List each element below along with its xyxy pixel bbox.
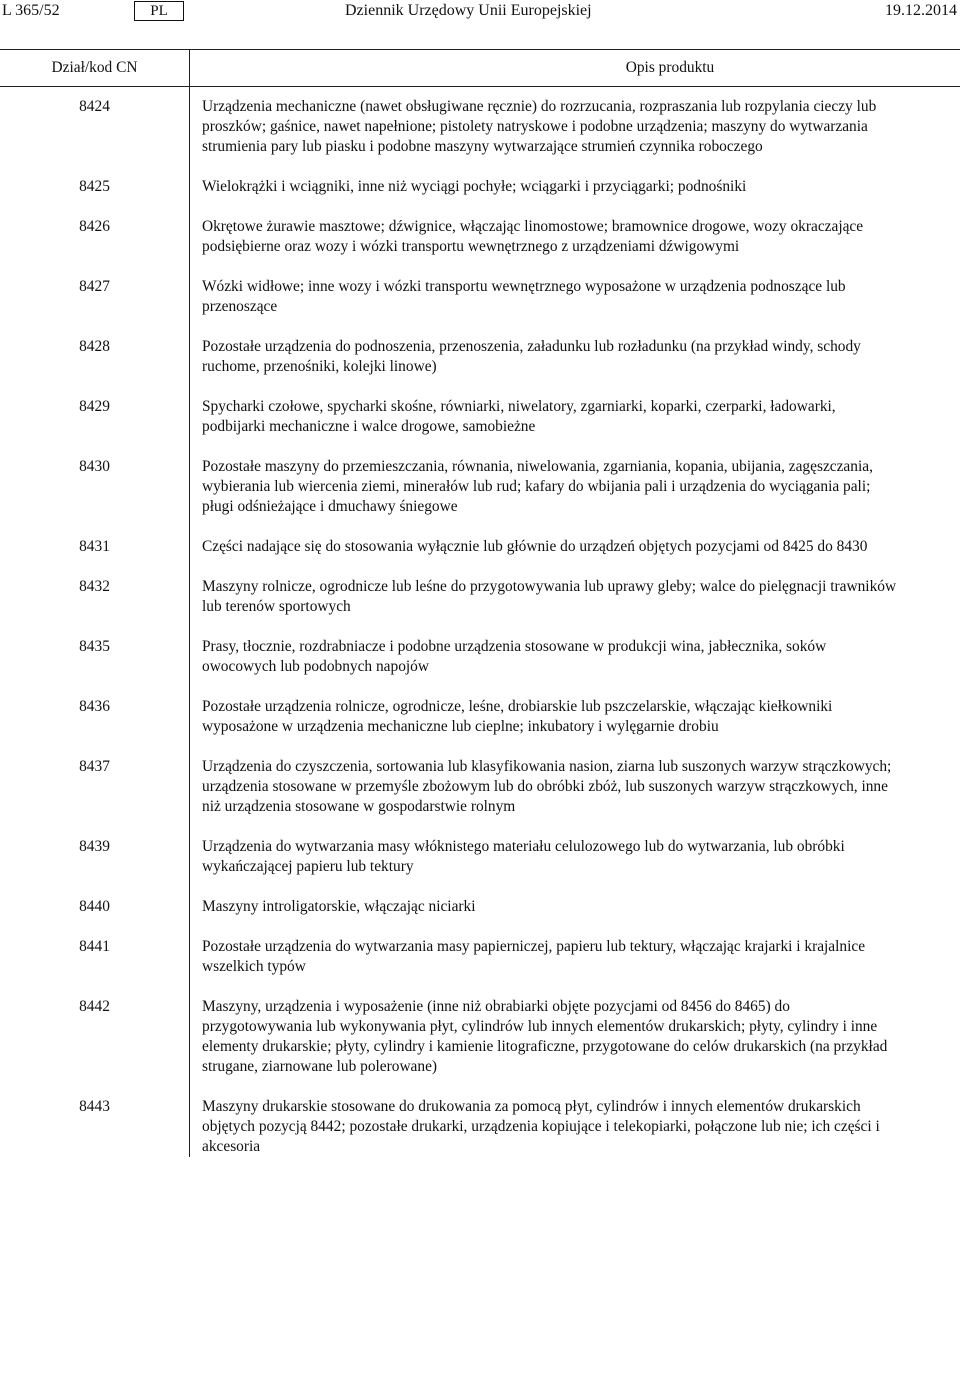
product-description-cell: Maszyny rolnicze, ogrodnicze lub leśne do przygotowywania lub uprawy gleby; walce do pielęgnacji trawników lub terenów sportowych bbox=[202, 578, 897, 615]
product-description-cell: Maszyny, urządzenia i wyposażenie (inne niż obrabiarki objęte pozycjami od 8456 do 8465) do przygotowywania lub wykonywania płyt, cylindrów lub innych elementów drukarskich; płyty, cylindry i inne elementy drukarskie; płyty, cylindry i kamienie litograficzne, przygotowane do celów drukarskich (na przykład strugane, ziarnowane lub polerowane) bbox=[202, 998, 888, 1075]
row-spacer-code bbox=[0, 977, 190, 997]
row-spacer-code bbox=[0, 257, 190, 277]
product-description-cell: Pozostałe urządzenia rolnicze, ogrodnicze, leśne, drobiarskie lub pszczelarskie, włączając kiełkowniki wyposażone w urządzenia mechaniczne lub cieplne; inkubatory i wylęgarnie drobiu bbox=[202, 698, 833, 735]
table-row bbox=[0, 697, 960, 737]
product-description-cell: Pozostałe maszyny do przemieszczania, równania, niwelowania, zgarniania, kopania, ubijania, zagęszczania, wybierania lub wiercenia ziemi, minerałów lub rud; kafary do wbijania pali i urządzenia do wyciągania pali; pługi odśnieżające i dmuchawy śniegowe bbox=[202, 458, 873, 515]
row-spacer bbox=[0, 197, 960, 217]
row-spacer bbox=[0, 557, 960, 577]
table-row bbox=[0, 217, 960, 257]
table-header-row bbox=[0, 49, 960, 87]
row-spacer bbox=[0, 157, 960, 177]
row-spacer-code bbox=[0, 157, 190, 177]
cn-code-cell: 8429 bbox=[0, 397, 190, 437]
cn-code-cell: 8443 bbox=[0, 1097, 190, 1157]
table-row bbox=[0, 337, 960, 377]
row-spacer-desc bbox=[190, 1077, 960, 1097]
cn-code-cell: 8431 bbox=[0, 537, 190, 557]
row-spacer bbox=[0, 877, 960, 897]
row-spacer bbox=[0, 977, 960, 997]
cn-code-cell: 8427 bbox=[0, 277, 190, 317]
row-spacer-desc bbox=[190, 677, 960, 697]
product-description-cell: Urządzenia do wytwarzania masy włóknistego materiału celulozowego lub do wytwarzania, lub obróbki wykańczającej papieru lub tektury bbox=[202, 838, 845, 875]
row-spacer-code bbox=[0, 817, 190, 837]
cn-code-cell: 8425 bbox=[0, 177, 190, 197]
row-spacer-desc bbox=[190, 437, 960, 457]
row-spacer bbox=[0, 317, 960, 337]
product-description-cell: Pozostałe urządzenia do podnoszenia, przenoszenia, załadunku lub rozładunku (na przykład windy, schody ruchome, przenośniki, kolejki linowe) bbox=[202, 338, 861, 375]
row-spacer bbox=[0, 377, 960, 397]
table-row bbox=[0, 637, 960, 677]
product-description-cell: Wózki widłowe; inne wozy i wózki transportu wewnętrznego wyposażone w urządzenia podnoszące lub przenoszące bbox=[202, 278, 846, 315]
cn-code-cell: 8439 bbox=[0, 837, 190, 877]
row-spacer-code bbox=[0, 917, 190, 937]
product-description-cell: Spycharki czołowe, spycharki skośne, równiarki, niwelatory, zgarniarki, koparki, czerparki, ładowarki, podbijarki mechaniczne i walce drogowe, samobieżne bbox=[202, 398, 836, 435]
publication-date: 19.12.2014 bbox=[885, 2, 957, 19]
table-row bbox=[0, 577, 960, 617]
row-spacer-code bbox=[0, 557, 190, 577]
table-body bbox=[0, 87, 960, 1157]
cn-code-cell: 8441 bbox=[0, 937, 190, 977]
product-description-cell: Maszyny introligatorskie, włączając niciarki bbox=[202, 898, 476, 915]
cn-code-cell: 8442 bbox=[0, 997, 190, 1077]
row-spacer-desc bbox=[190, 377, 960, 397]
row-spacer-desc bbox=[190, 877, 960, 897]
row-spacer-desc bbox=[190, 197, 960, 217]
table-row bbox=[0, 177, 960, 197]
page-number: L 365/52 bbox=[2, 2, 60, 19]
row-spacer bbox=[0, 917, 960, 937]
language-badge: PL bbox=[134, 1, 184, 21]
table-row bbox=[0, 457, 960, 517]
cn-code-cell: 8440 bbox=[0, 897, 190, 917]
row-spacer-desc bbox=[190, 517, 960, 537]
table-row bbox=[0, 87, 960, 157]
product-description-cell: Urządzenia mechaniczne (nawet obsługiwane ręcznie) do rozrzucania, rozpraszania lub rozpylania cieczy lub proszków; gaśnice, nawet napełnione; pistolety natryskowe i podobne urządzenia; maszyny do wytwarzania strumienia pary lub piasku i podobne maszyny wytwarzające strumień czynnika roboczego bbox=[202, 98, 877, 155]
row-spacer-code bbox=[0, 377, 190, 397]
row-spacer bbox=[0, 257, 960, 277]
row-spacer-code bbox=[0, 737, 190, 757]
table-row bbox=[0, 837, 960, 877]
row-spacer bbox=[0, 617, 960, 637]
table-row bbox=[0, 757, 960, 817]
row-spacer bbox=[0, 817, 960, 837]
product-description-cell: Części nadające się do stosowania wyłącznie lub głównie do urządzeń objętych pozycjami od 8425 do 8430 bbox=[202, 538, 868, 555]
row-spacer-desc bbox=[190, 977, 960, 997]
table-row bbox=[0, 397, 960, 437]
journal-title: Dziennik Urzędowy Unii Europejskiej bbox=[345, 2, 592, 19]
row-spacer-code bbox=[0, 617, 190, 637]
product-description-cell: Pozostałe urządzenia do wytwarzania masy papierniczej, papieru lub tektury, włączając krajarki i krajalnice wszelkich typów bbox=[202, 938, 866, 975]
cn-code-cell: 8428 bbox=[0, 337, 190, 377]
row-spacer-code bbox=[0, 1077, 190, 1097]
product-description-cell: Prasy, tłocznie, rozdrabniacze i podobne urządzenia stosowane w produkcji wina, jabłecznika, soków owocowych lub podobnych napojów bbox=[202, 638, 827, 675]
cn-codes-table bbox=[0, 49, 960, 1157]
row-spacer bbox=[0, 737, 960, 757]
table-row bbox=[0, 277, 960, 317]
product-description-cell: Maszyny drukarskie stosowane do drukowania za pomocą płyt, cylindrów i innych elementów drukarskich objętych pozycją 8442; pozostałe drukarki, urządzenia kopiujące i telekopiarki, połączone lub nie; ich części i akcesoria bbox=[202, 1098, 880, 1155]
cn-code-cell: 8430 bbox=[0, 457, 190, 517]
row-spacer-desc bbox=[190, 737, 960, 757]
row-spacer-desc bbox=[190, 617, 960, 637]
table-row bbox=[0, 537, 960, 557]
row-spacer-code bbox=[0, 517, 190, 537]
column-header-code: Dział/kod CN bbox=[0, 49, 190, 87]
row-spacer-code bbox=[0, 197, 190, 217]
row-spacer bbox=[0, 1077, 960, 1097]
cn-code-cell: 8432 bbox=[0, 577, 190, 617]
product-description-cell: Okrętowe żurawie masztowe; dźwignice, włączając linomostowe; bramownice drogowe, wozy okraczające podsiębierne oraz wozy i wózki transportu wewnętrznego z urządzeniami dźwigowymi bbox=[202, 218, 864, 255]
cn-code-cell: 8426 bbox=[0, 217, 190, 257]
product-description-cell: Wielokrążki i wciągniki, inne niż wyciągi pochyłe; wciągarki i przyciągarki; podnośniki bbox=[202, 178, 747, 195]
row-spacer bbox=[0, 517, 960, 537]
page-header bbox=[0, 0, 960, 22]
row-spacer-desc bbox=[190, 157, 960, 177]
row-spacer-desc bbox=[190, 917, 960, 937]
row-spacer bbox=[0, 437, 960, 457]
table-row bbox=[0, 937, 960, 977]
row-spacer-desc bbox=[190, 257, 960, 277]
row-spacer-desc bbox=[190, 557, 960, 577]
cn-code-cell: 8437 bbox=[0, 757, 190, 817]
cn-code-cell: 8435 bbox=[0, 637, 190, 677]
row-spacer-code bbox=[0, 437, 190, 457]
column-header-description bbox=[190, 49, 960, 87]
cn-code-cell: 8424 bbox=[0, 87, 190, 157]
table-row bbox=[0, 1097, 960, 1157]
table-row bbox=[0, 997, 960, 1077]
cn-code-cell: 8436 bbox=[0, 697, 190, 737]
column-header-description-label: Opis produktu bbox=[625, 59, 715, 76]
row-spacer-code bbox=[0, 877, 190, 897]
product-description-cell: Urządzenia do czyszczenia, sortowania lub klasyfikowania nasion, ziarna lub suszonych warzyw strączkowych; urządzenia stosowane w przemyśle zbożowym lub do obróbki zbóż, lub suszonych warzyw strączkowych, inne niż urządzenia stosowane w gospodarstwie rolnym bbox=[202, 758, 892, 815]
row-spacer-code bbox=[0, 677, 190, 697]
table-row bbox=[0, 897, 960, 917]
row-spacer-code bbox=[0, 317, 190, 337]
row-spacer bbox=[0, 677, 960, 697]
row-spacer-desc bbox=[190, 817, 960, 837]
row-spacer-desc bbox=[190, 317, 960, 337]
